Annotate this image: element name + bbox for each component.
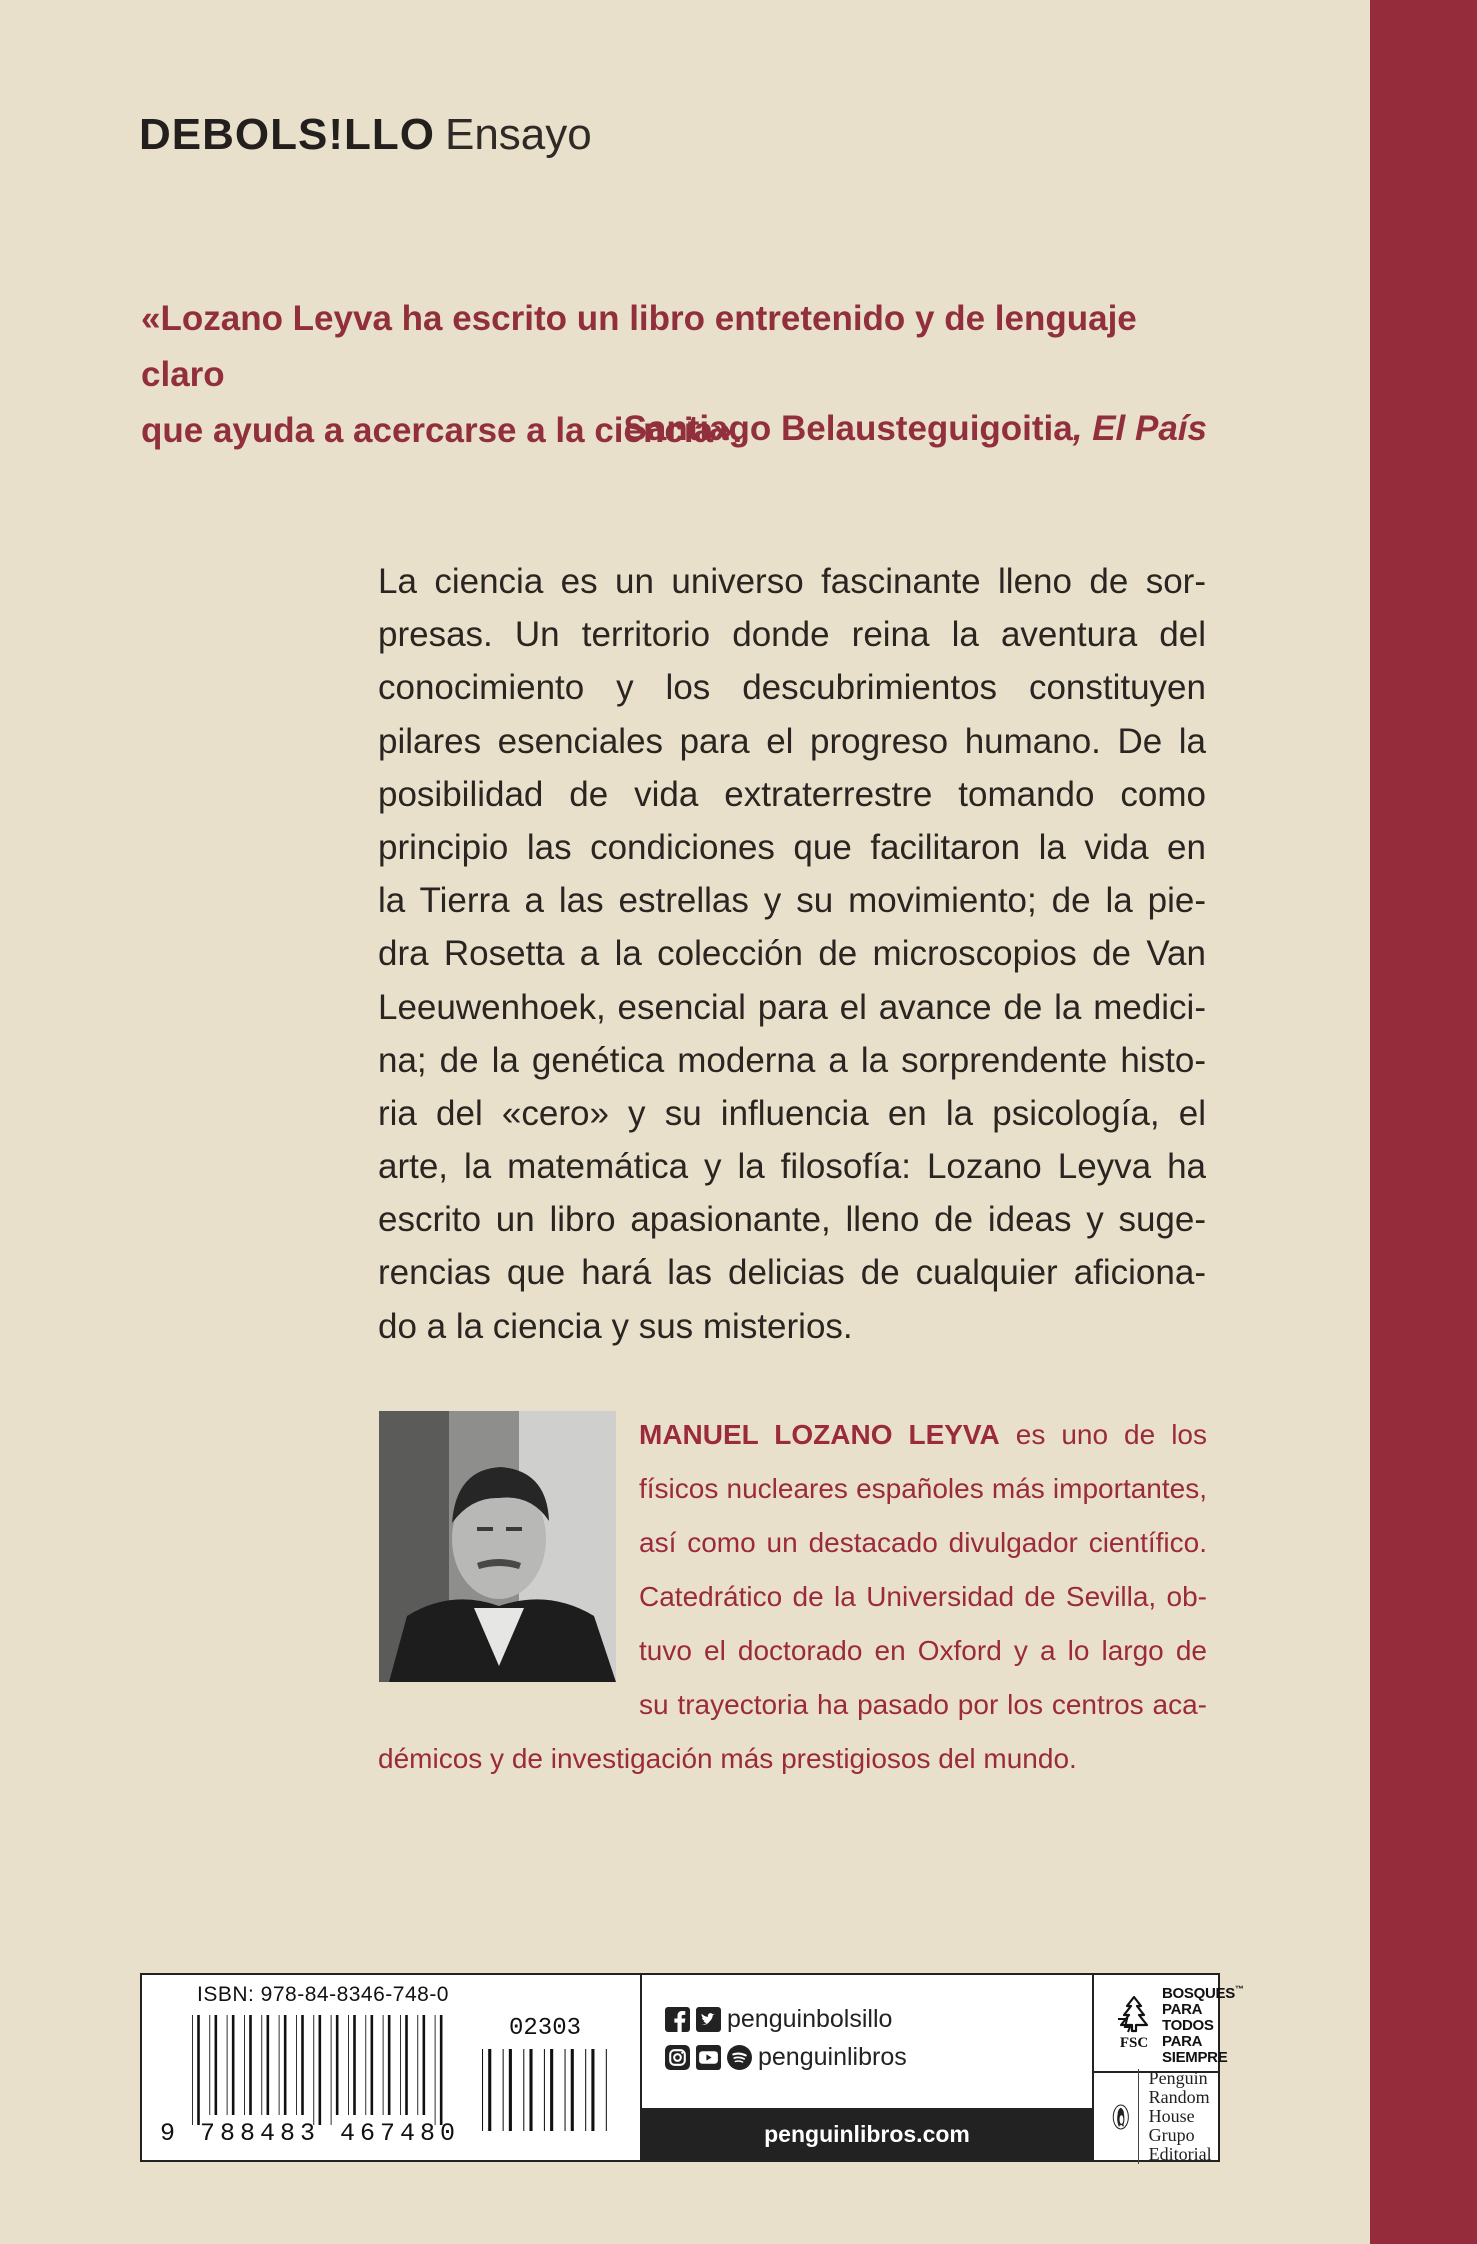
book-spine: [1370, 0, 1477, 2244]
fsc-slogan-line: BOSQUES: [1162, 1984, 1235, 2002]
barcode-bar: [279, 2015, 280, 2115]
bio-line: así como un destacado divulgador científico.: [639, 1527, 1207, 1558]
barcode-bar: [197, 2015, 200, 2125]
barcode-bar: [482, 2049, 483, 2131]
author-photo: [379, 1411, 616, 1682]
quote-author: Santiago Belausteguigoitia: [623, 409, 1073, 448]
bio-line: [639, 1408, 1207, 1462]
synopsis-line: conocimiento y los descubrimientos constituyen: [378, 668, 1206, 708]
social-row-bolsillo: [665, 2005, 892, 2034]
synopsis-line: principio las condiciones que facilitaron la vida en: [378, 827, 1206, 867]
spotify-icon[interactable]: [727, 2045, 752, 2070]
social-row-libros: [665, 2043, 907, 2072]
bio-line: Catedrático de la Universidad de Sevilla, ob-: [639, 1581, 1207, 1612]
synopsis-line: La ciencia es un universo fascinante lleno de sor-: [378, 562, 1206, 601]
fsc-trademark: ™: [1234, 1983, 1244, 1994]
ean-barcode: [192, 2015, 452, 2125]
barcode-bar: [529, 2049, 532, 2131]
barcode-bar: [215, 2015, 218, 2115]
penguin-icon: [1112, 2096, 1130, 2138]
addon-barcode: [482, 2049, 612, 2131]
publisher-name-line: Penguin: [1148, 2068, 1208, 2088]
barcode-bar: [267, 2015, 270, 2115]
barcode-bar: [417, 2015, 418, 2115]
author-bio: [378, 1408, 1207, 1786]
fsc-label: FSC: [1119, 2034, 1149, 2051]
barcode-bar: [249, 2015, 252, 2115]
barcode-bar: [435, 2015, 436, 2125]
book-synopsis: [378, 555, 1206, 1353]
quote-line: que ayuda a acercarse a la ciencia».: [141, 411, 743, 450]
barcode-bar: [319, 2015, 322, 2125]
bio-line: su trayectoria ha pasado por los centros aca-: [639, 1689, 1207, 1720]
barcode-addon-number: 02303: [509, 2015, 582, 2042]
barcode-bar: [388, 2015, 391, 2115]
social-cell: [640, 1975, 1092, 2160]
social-handle[interactable]: penguinlibros: [758, 2043, 907, 2071]
barcode-bar: [301, 2015, 304, 2115]
social-handle[interactable]: penguinbolsillo: [727, 2005, 893, 2033]
synopsis-line: presas. Un territorio donde reina la aventura del: [378, 615, 1206, 655]
barcode-bar: [571, 2049, 574, 2131]
bio-line: tuvo el doctorado en Oxford y a lo largo de: [639, 1635, 1207, 1666]
fsc-mark: [1114, 1995, 1154, 2052]
barcode-bar: [503, 2049, 504, 2131]
barcode-bar: [523, 2049, 524, 2131]
isbn-text: ISBN: 978-84-8346-748-0: [197, 1983, 449, 2006]
logos-cell: [1092, 1975, 1244, 2164]
barcode-digits: 9 788483 467480: [160, 2119, 461, 2148]
fsc-tree-icon: [1114, 1995, 1154, 2033]
barcode-bar: [400, 2015, 401, 2115]
barcode-bar: [488, 2049, 491, 2131]
brand-name: DEBOLS!LLO: [139, 110, 435, 159]
barcode-bar: [585, 2049, 586, 2131]
bio-line: físicos nucleares españoles más importantes,: [639, 1473, 1207, 1504]
barcode-bar: [296, 2015, 297, 2115]
barcode-bar: [440, 2015, 443, 2125]
synopsis-line: escrito un libro apasionante, lleno de ideas y suge-: [378, 1200, 1206, 1240]
fsc-logo: [1094, 1975, 1244, 2073]
barcode-bar: [232, 2015, 235, 2115]
barcode-bar: [371, 2015, 374, 2115]
barcode-bar: [591, 2049, 594, 2131]
quote-source: , El País: [1072, 409, 1207, 448]
synopsis-line: dra Rosetta a la colección de microscopios de Van: [378, 934, 1206, 974]
quote-attribution: [624, 409, 1207, 449]
synopsis-line: na; de la genética moderna a la sorprendente histo-: [378, 1040, 1206, 1080]
barcode-bar: [192, 2015, 193, 2125]
publisher-logo: [1094, 2068, 1220, 2164]
barcode-bar: [353, 2015, 356, 2115]
publisher-name-line: Random House: [1148, 2087, 1210, 2126]
brand-imprint: Ensayo: [444, 110, 592, 159]
bio-author-name: MANUEL LOZANO LEYVA: [639, 1419, 1000, 1450]
barcode-bar: [313, 2015, 314, 2125]
synopsis-line: rencias que hará las delicias de cualquier aficiona-: [378, 1253, 1206, 1293]
quote-line: «Lozano Leyva ha escrito un libro entretenido y de lenguaje claro: [141, 299, 1137, 394]
barcode-bar: [606, 2049, 607, 2131]
synopsis-line: pilares esenciales para el progreso humano. De la: [378, 721, 1206, 761]
back-matter-panel: [140, 1973, 1244, 2164]
publisher-name: [1138, 2069, 1220, 2164]
barcode-bar: [405, 2015, 408, 2115]
youtube-icon[interactable]: [696, 2045, 721, 2070]
bio-first-line-rest: es uno de los: [999, 1419, 1207, 1450]
barcode-bar: [227, 2015, 228, 2115]
barcode-bar: [423, 2015, 426, 2115]
barcode-bar: [244, 2015, 245, 2115]
barcode-bar: [565, 2049, 566, 2131]
synopsis-line: posibilidad de vida extraterrestre tomando como: [378, 774, 1206, 814]
publisher-name-line: Grupo Editorial: [1148, 2125, 1212, 2164]
fsc-slogan-line: PARA SIEMPRE: [1162, 2032, 1228, 2066]
barcode-bar: [365, 2015, 366, 2115]
fsc-slogan-line: PARA TODOS: [1162, 2000, 1214, 2034]
bio-line: démicos y de investigación más prestigiosos del mundo.: [378, 1743, 1077, 1774]
facebook-icon[interactable]: [665, 2007, 690, 2032]
synopsis-line: arte, la matemática y la filosofía: Lozano Leyva ha: [378, 1147, 1206, 1187]
website-link[interactable]: penguinlibros.com: [642, 2108, 1092, 2160]
synopsis-line: ria del «cero» y su influencia en la psicología, el: [378, 1093, 1206, 1133]
twitter-icon[interactable]: [696, 2007, 721, 2032]
barcode-bar: [348, 2015, 349, 2115]
barcode-cell: [142, 1975, 640, 2160]
barcode-bar: [336, 2015, 339, 2115]
instagram-icon[interactable]: [665, 2045, 690, 2070]
barcode-bar: [331, 2015, 332, 2125]
barcode-bar: [383, 2015, 384, 2115]
synopsis-line: Leeuwenhoek, esencial para el avance de la medici-: [378, 987, 1206, 1027]
barcode-bar: [261, 2015, 262, 2115]
synopsis-line: la Tierra a las estrellas y su movimiento; de la pie-: [378, 881, 1206, 921]
publisher-brand: [139, 110, 592, 160]
barcode-bar: [550, 2049, 553, 2131]
barcode-bar: [284, 2015, 287, 2115]
synopsis-line: do a la ciencia y sus misterios.: [378, 1306, 853, 1346]
barcode-bar: [209, 2015, 210, 2115]
fsc-slogan: [1162, 1981, 1244, 2066]
barcode-bar: [544, 2049, 545, 2131]
barcode-bar: [509, 2049, 512, 2131]
